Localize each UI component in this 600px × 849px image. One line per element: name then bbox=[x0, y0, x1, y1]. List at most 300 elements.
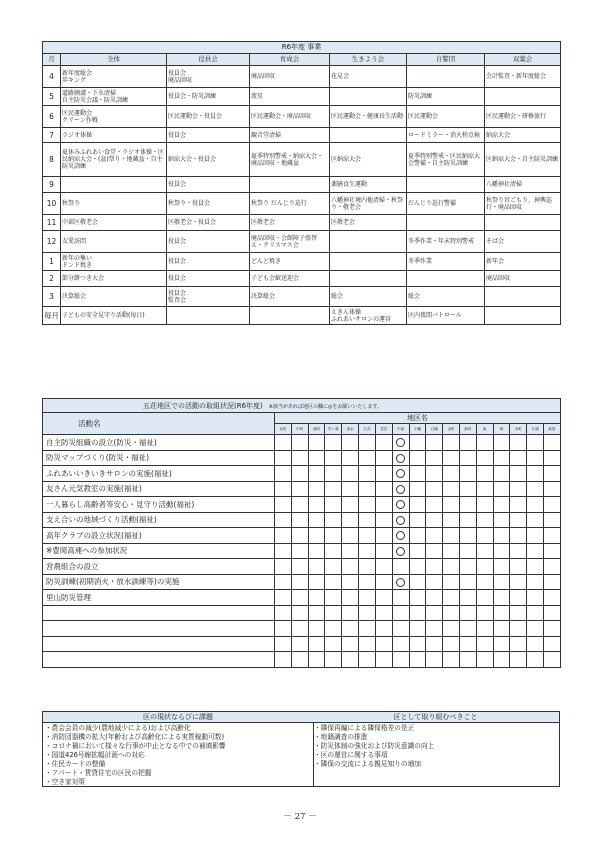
activity-cell bbox=[493, 497, 510, 513]
activity-cell bbox=[510, 466, 527, 482]
events-cell bbox=[250, 177, 330, 193]
activity-name bbox=[43, 652, 275, 668]
activity-cell bbox=[325, 528, 342, 544]
activity-cell bbox=[476, 528, 493, 544]
issue-item: ・アパート・賃貸住宅の区民の把握 bbox=[45, 769, 152, 777]
activity-cell bbox=[476, 512, 493, 528]
activity-cell bbox=[291, 652, 308, 668]
activity-cell bbox=[544, 590, 561, 606]
events-cell-text: 冬季作業・年末特別警戒 bbox=[408, 238, 475, 245]
activity-cell bbox=[426, 435, 443, 451]
region-name: 清水 bbox=[342, 424, 359, 435]
activity-cell bbox=[392, 636, 409, 652]
activity-cell bbox=[426, 621, 443, 637]
circle-mark-icon bbox=[396, 516, 405, 525]
activity-cell bbox=[275, 528, 292, 544]
activity-cell bbox=[426, 512, 443, 528]
events-cell bbox=[407, 215, 485, 231]
activity-cell bbox=[459, 590, 476, 606]
events-cell-text: 役員会 bbox=[168, 238, 187, 245]
activity-cell bbox=[426, 481, 443, 497]
activity-cell bbox=[409, 528, 426, 544]
events-cell-text: どんど焼き bbox=[251, 258, 282, 265]
activity-cell bbox=[476, 574, 493, 590]
activity-cell bbox=[476, 559, 493, 575]
activity-cell bbox=[476, 621, 493, 637]
events-cell bbox=[250, 143, 330, 177]
events-cell bbox=[407, 88, 485, 106]
activity-cell bbox=[409, 605, 426, 621]
activity-cell bbox=[510, 450, 527, 466]
region-name: 林 bbox=[493, 424, 510, 435]
issue-item: ・消防団器機の拡大(年齢および高齢化による実質稼動可数) bbox=[45, 733, 225, 741]
activity-cell bbox=[308, 605, 325, 621]
activity-cell bbox=[544, 512, 561, 528]
activity-cell bbox=[308, 528, 325, 544]
activity-cell bbox=[325, 605, 342, 621]
activity-cell bbox=[275, 636, 292, 652]
events-cell bbox=[407, 271, 485, 287]
events-cell bbox=[250, 271, 330, 287]
activity-cell bbox=[426, 497, 443, 513]
events-row bbox=[43, 66, 561, 88]
activity-cell bbox=[392, 559, 409, 575]
activity-cell bbox=[510, 621, 527, 637]
activity-cell bbox=[409, 590, 426, 606]
activity-cell bbox=[443, 636, 460, 652]
events-cell-text: 廃品回収 bbox=[486, 275, 511, 282]
activity-cell bbox=[409, 543, 426, 559]
events-cell-text: 区敬老会 bbox=[251, 219, 276, 226]
activity-cell bbox=[375, 621, 392, 637]
activity-cell bbox=[544, 543, 561, 559]
task-item: ・地籍調査の推進 bbox=[314, 733, 368, 741]
activity-cell bbox=[493, 543, 510, 559]
activity-row bbox=[43, 621, 561, 637]
events-month: 8 bbox=[43, 143, 61, 177]
events-cell-text: 区民運動会・健康長生活動 bbox=[331, 113, 404, 120]
activity-cell bbox=[459, 481, 476, 497]
events-month: 4 bbox=[43, 66, 61, 88]
activity-cell bbox=[527, 543, 544, 559]
events-cell-text: 冬季作業 bbox=[408, 258, 433, 265]
activity-cell bbox=[392, 574, 409, 590]
events-cell bbox=[330, 128, 407, 143]
task-item: ・防災体制の強化および防災意識の向上 bbox=[314, 742, 435, 750]
events-cell-text: そば会 bbox=[486, 238, 505, 245]
activity-cell bbox=[493, 652, 510, 668]
activity-cell bbox=[459, 435, 476, 451]
activity-cell bbox=[510, 543, 527, 559]
issue-item: ・農会会員の減少(農地減少による)および高齢化 bbox=[45, 724, 191, 732]
activity-cell bbox=[544, 559, 561, 575]
current-issues-list bbox=[43, 723, 313, 788]
activity-cell bbox=[409, 574, 426, 590]
activity-cell bbox=[493, 466, 510, 482]
page-number: － 27 － bbox=[283, 812, 317, 822]
events-row bbox=[43, 106, 561, 128]
activity-cell bbox=[459, 636, 476, 652]
circle-mark-icon bbox=[396, 438, 405, 447]
events-cell-text: 防災訓練 bbox=[408, 93, 433, 100]
issue-item: ・空き家対策 bbox=[45, 778, 86, 786]
events-cell-text: 友愛訪問 bbox=[62, 238, 87, 245]
activity-cell bbox=[392, 512, 409, 528]
events-cell-text: 新年の集い ドンド焼き bbox=[62, 254, 93, 269]
events-cell bbox=[250, 253, 330, 271]
activity-cell bbox=[544, 652, 561, 668]
activity-cell bbox=[443, 450, 460, 466]
activity-cell bbox=[409, 621, 426, 637]
activity-cell bbox=[375, 512, 392, 528]
activity-cell bbox=[443, 543, 460, 559]
activity-cell bbox=[325, 590, 342, 606]
events-cell-text: ロードミラー・消火栓点検 bbox=[408, 131, 481, 139]
activity-table-body bbox=[43, 435, 561, 668]
activity-cell bbox=[459, 652, 476, 668]
activity-row bbox=[43, 652, 561, 668]
events-cell bbox=[485, 271, 561, 287]
activity-cell bbox=[544, 450, 561, 466]
events-cell bbox=[61, 66, 167, 88]
issue-item: ・コロナ禍において様々な行事が中止となる中での補填影響 bbox=[45, 742, 226, 750]
activity-cell bbox=[544, 621, 561, 637]
events-cell-text: 納涼大会・役員会 bbox=[168, 156, 217, 163]
activity-row bbox=[43, 543, 561, 559]
activity-cell bbox=[392, 543, 409, 559]
activity-cell bbox=[325, 497, 342, 513]
activity-cell bbox=[493, 636, 510, 652]
events-cell bbox=[485, 287, 561, 307]
events-cell-text: 夏休みふれあい食堂・ラジオ体操・区民納涼大会・(盆)祭り・地蔵盆・自主防災訓練 bbox=[62, 149, 165, 170]
activity-cell bbox=[325, 574, 342, 590]
events-cell-text: 新年度総会 歩キング bbox=[62, 69, 93, 84]
events-cell-text: 区民運動会 クリーン作戦 bbox=[62, 109, 98, 124]
activity-cell bbox=[544, 528, 561, 544]
activity-cell bbox=[342, 621, 359, 637]
activity-cell bbox=[443, 590, 460, 606]
events-month: 3 bbox=[43, 287, 61, 307]
future-tasks-box bbox=[312, 711, 560, 787]
activity-cell bbox=[493, 621, 510, 637]
events-cell-text: 秋祭り宮ごもり、神輿巡行・廃品回収 bbox=[486, 196, 553, 211]
events-month: 1 bbox=[43, 253, 61, 271]
activity-cell bbox=[476, 652, 493, 668]
circle-mark-icon bbox=[396, 454, 405, 463]
events-row bbox=[43, 88, 561, 106]
activity-name bbox=[43, 636, 275, 652]
activity-cell bbox=[459, 466, 476, 482]
activity-table-title: 五荘地区での活動の取組状況(R6年度) bbox=[143, 401, 263, 410]
events-cell-text: 役員会 bbox=[168, 181, 187, 188]
activity-name: 友さん元気教室の実施(福祉) bbox=[43, 481, 275, 497]
events-cell bbox=[330, 193, 407, 215]
activity-cell bbox=[527, 636, 544, 652]
activity-cell bbox=[527, 435, 544, 451]
events-cell bbox=[167, 88, 250, 106]
activity-cell bbox=[275, 450, 292, 466]
activity-cell bbox=[275, 621, 292, 637]
events-cell-text: 決算総会 bbox=[251, 293, 276, 300]
events-row bbox=[43, 253, 561, 271]
activity-name: 防災訓練(初期消火・放水訓練等)の実施 bbox=[43, 574, 275, 590]
events-cell bbox=[330, 143, 407, 177]
activity-cell bbox=[510, 605, 527, 621]
activity-cell bbox=[527, 574, 544, 590]
activity-cell bbox=[342, 481, 359, 497]
events-cell bbox=[250, 287, 330, 307]
activity-cell bbox=[308, 512, 325, 528]
events-cell-text: 役員会 bbox=[168, 131, 187, 139]
events-cell bbox=[61, 231, 167, 253]
events-cell bbox=[407, 128, 485, 143]
events-cell bbox=[167, 253, 250, 271]
events-header-cell: 育成会 bbox=[250, 54, 330, 66]
events-row bbox=[43, 128, 561, 143]
region-name: 中町 bbox=[291, 424, 308, 435]
activity-cell bbox=[342, 435, 359, 451]
activity-name-header: 活動名 bbox=[43, 413, 275, 435]
events-header-cell: 双葉会 bbox=[485, 54, 561, 66]
activity-cell bbox=[342, 466, 359, 482]
events-cell-text: 観音堂清掃 bbox=[251, 131, 282, 139]
events-cell-text: 秋祭り bbox=[62, 200, 81, 207]
events-cell bbox=[330, 287, 407, 307]
circle-mark-icon bbox=[396, 500, 405, 509]
activity-cell bbox=[527, 528, 544, 544]
events-cell bbox=[485, 307, 561, 325]
events-header-cell: 自警団 bbox=[407, 54, 485, 66]
events-cell-text: 役員会 監査会 bbox=[168, 289, 187, 304]
activity-cell bbox=[510, 590, 527, 606]
activity-cell bbox=[375, 605, 392, 621]
events-cell-text: 決算総会 bbox=[62, 293, 87, 300]
task-item: ・区の運営に関する事項 bbox=[314, 751, 388, 759]
activity-cell bbox=[359, 636, 376, 652]
activity-cell bbox=[342, 590, 359, 606]
events-cell-text: 区納涼大会 bbox=[331, 156, 362, 163]
circle-mark-icon bbox=[396, 531, 405, 540]
activity-cell bbox=[308, 450, 325, 466]
activity-cell bbox=[443, 559, 460, 575]
events-cell bbox=[61, 128, 167, 143]
events-cell bbox=[330, 307, 407, 325]
activity-cell bbox=[443, 512, 460, 528]
events-row bbox=[43, 231, 561, 253]
region-name: 北町 bbox=[275, 424, 292, 435]
events-cell bbox=[330, 271, 407, 287]
activity-cell bbox=[291, 466, 308, 482]
events-cell bbox=[330, 66, 407, 88]
events-cell-text: 秋祭り だんじり巡行 bbox=[251, 200, 307, 207]
activity-row bbox=[43, 590, 561, 606]
events-month: 9 bbox=[43, 177, 61, 193]
activity-cell bbox=[275, 435, 292, 451]
activity-cell bbox=[392, 652, 409, 668]
events-cell bbox=[330, 215, 407, 231]
events-cell bbox=[167, 231, 250, 253]
region-name: 竹ヶ鼻 bbox=[325, 424, 342, 435]
events-cell bbox=[167, 143, 250, 177]
events-table bbox=[42, 41, 561, 325]
activity-cell bbox=[392, 621, 409, 637]
issue-item: ・国道426号線拡幅計画への対応 bbox=[45, 751, 145, 759]
activity-cell bbox=[426, 590, 443, 606]
activity-cell bbox=[291, 450, 308, 466]
region-name: 本町 bbox=[510, 424, 527, 435]
events-month: 7 bbox=[43, 128, 61, 143]
circle-mark-icon bbox=[396, 469, 405, 478]
activity-cell bbox=[544, 636, 561, 652]
events-row bbox=[43, 143, 561, 177]
events-cell bbox=[167, 307, 250, 325]
activity-cell bbox=[392, 528, 409, 544]
events-cell bbox=[330, 177, 407, 193]
activity-cell bbox=[392, 605, 409, 621]
activity-cell bbox=[392, 450, 409, 466]
activity-cell bbox=[459, 621, 476, 637]
activity-cell bbox=[544, 481, 561, 497]
activity-cell bbox=[409, 497, 426, 513]
events-row bbox=[43, 287, 561, 307]
events-row bbox=[43, 193, 561, 215]
events-cell-text: 新年会 bbox=[486, 258, 505, 265]
region-name: 江頭 bbox=[527, 424, 544, 435]
activity-cell bbox=[308, 543, 325, 559]
activity-cell bbox=[359, 435, 376, 451]
activity-cell bbox=[291, 481, 308, 497]
events-cell-text: 区民運動会 bbox=[408, 113, 439, 120]
events-header-cell: 全体 bbox=[61, 54, 167, 66]
events-cell bbox=[407, 287, 485, 307]
activity-cell bbox=[443, 481, 460, 497]
activity-cell bbox=[275, 497, 292, 513]
activity-cell bbox=[426, 528, 443, 544]
events-cell-text: 子どもの安全見守り活動(毎日) bbox=[62, 312, 145, 319]
activity-cell bbox=[359, 450, 376, 466]
activity-cell bbox=[308, 652, 325, 668]
activity-cell bbox=[359, 559, 376, 575]
activity-cell bbox=[325, 450, 342, 466]
events-cell bbox=[250, 106, 330, 128]
activity-cell bbox=[275, 590, 292, 606]
activity-cell bbox=[375, 481, 392, 497]
activity-cell bbox=[325, 621, 342, 637]
activity-cell bbox=[544, 574, 561, 590]
events-cell-text: 役員会 廃品回収 bbox=[168, 69, 193, 84]
events-cell bbox=[250, 128, 330, 143]
activity-name: 高年クラブの設立状況(福祉) bbox=[43, 528, 275, 544]
activity-row bbox=[43, 528, 561, 544]
activity-cell bbox=[527, 559, 544, 575]
events-cell bbox=[407, 231, 485, 253]
activity-cell bbox=[510, 435, 527, 451]
events-cell bbox=[485, 88, 561, 106]
activity-cell bbox=[359, 466, 376, 482]
activity-cell bbox=[291, 605, 308, 621]
events-cell bbox=[407, 193, 485, 215]
activity-cell bbox=[275, 605, 292, 621]
events-cell bbox=[407, 177, 485, 193]
activity-cell bbox=[476, 636, 493, 652]
activity-cell bbox=[392, 481, 409, 497]
region-name: 新町 bbox=[459, 424, 476, 435]
activity-cell bbox=[359, 652, 376, 668]
circle-mark-icon bbox=[396, 485, 405, 494]
activity-cell bbox=[342, 652, 359, 668]
activity-cell bbox=[359, 590, 376, 606]
activity-name bbox=[43, 621, 275, 637]
events-cell-text: 区民運動会・研修旅行 bbox=[486, 113, 547, 120]
events-row bbox=[43, 177, 561, 193]
activity-cell bbox=[342, 636, 359, 652]
region-name: 中部 bbox=[392, 424, 409, 435]
activity-cell bbox=[476, 497, 493, 513]
activity-cell bbox=[291, 435, 308, 451]
activity-cell bbox=[527, 497, 544, 513]
activity-cell bbox=[342, 543, 359, 559]
activity-row bbox=[43, 574, 561, 590]
events-month: 10 bbox=[43, 193, 61, 215]
activity-row bbox=[43, 481, 561, 497]
future-tasks-list bbox=[312, 723, 559, 770]
events-cell bbox=[61, 307, 167, 325]
activity-cell bbox=[459, 512, 476, 528]
events-cell bbox=[167, 193, 250, 215]
events-cell-text: 役員会 bbox=[168, 275, 187, 282]
activity-cell bbox=[375, 435, 392, 451]
events-cell bbox=[167, 66, 250, 88]
events-cell-text: えきん体操 ふれあいサロンの運営 bbox=[331, 308, 392, 323]
activity-cell bbox=[359, 543, 376, 559]
events-cell bbox=[485, 106, 561, 128]
events-cell bbox=[167, 177, 250, 193]
activity-cell bbox=[459, 543, 476, 559]
activity-cell bbox=[291, 574, 308, 590]
activity-cell bbox=[493, 481, 510, 497]
events-cell bbox=[485, 128, 561, 143]
events-month: 2 bbox=[43, 271, 61, 287]
activity-cell bbox=[426, 466, 443, 482]
activity-cell bbox=[375, 636, 392, 652]
events-cell bbox=[407, 143, 485, 177]
activity-cell bbox=[409, 435, 426, 451]
activity-cell bbox=[510, 636, 527, 652]
events-cell bbox=[250, 307, 330, 325]
activity-cell bbox=[392, 435, 409, 451]
events-cell bbox=[330, 88, 407, 106]
future-tasks-title: 区として取り組むべきこと bbox=[312, 712, 559, 723]
activity-cell bbox=[275, 512, 292, 528]
activity-cell bbox=[510, 574, 527, 590]
activity-cell bbox=[443, 435, 460, 451]
activity-cell bbox=[275, 543, 292, 559]
events-cell bbox=[250, 231, 330, 253]
activity-cell bbox=[275, 574, 292, 590]
activity-cell bbox=[342, 574, 359, 590]
activity-cell bbox=[459, 528, 476, 544]
activity-cell bbox=[426, 574, 443, 590]
activity-row bbox=[43, 466, 561, 482]
activity-cell bbox=[476, 590, 493, 606]
activity-cell bbox=[544, 605, 561, 621]
activity-cell bbox=[359, 481, 376, 497]
activity-row bbox=[43, 559, 561, 575]
events-cell-text: ラジオ体操 bbox=[62, 131, 93, 139]
activity-cell bbox=[359, 528, 376, 544]
activity-cell bbox=[493, 435, 510, 451]
activity-cell bbox=[426, 450, 443, 466]
